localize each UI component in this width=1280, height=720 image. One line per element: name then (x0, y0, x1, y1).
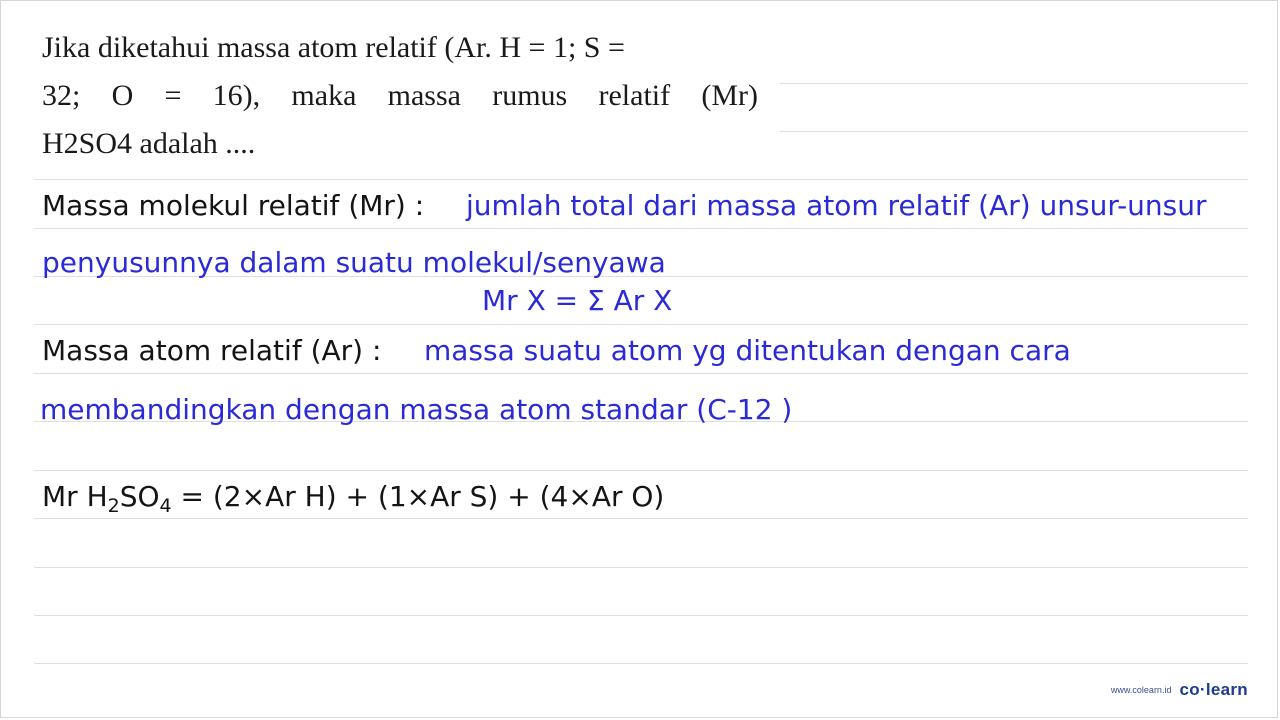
calc-s-part: SO (119, 480, 160, 513)
calc-rhs: = (2×Ar H) + (1×Ar S) + (4×Ar O) (171, 480, 665, 513)
ruled-line (34, 228, 1248, 229)
ruled-line (34, 179, 1248, 180)
question-text (42, 24, 758, 168)
footer-branding (1111, 680, 1248, 700)
ruled-line (34, 470, 1248, 471)
question-line-3: H2SO4 adalah .... (42, 127, 256, 160)
mr-definition-line-1: jumlah total dari massa atom relatif (Ar) unsur-unsur (466, 189, 1207, 222)
calc-subscript-h: 2 (107, 495, 120, 517)
mr-term: Massa molekul relatif (Mr) : (42, 189, 425, 222)
ruled-line (34, 615, 1248, 616)
ar-definition-line-1: massa suatu atom yg ditentukan dengan cara (424, 334, 1071, 367)
mr-formula: Mr X = Σ Ar X (482, 284, 673, 317)
question-line-1: Jika diketahui massa atom relatif (Ar. H = 1; S = (42, 31, 625, 64)
ruled-line (780, 83, 1248, 84)
colearn-logo: co·learn (1179, 680, 1248, 699)
question-line-2: 32; O = 16), maka massa rumus relatif (Mr) (42, 79, 758, 112)
ar-term: Massa atom relatif (Ar) : (42, 334, 382, 367)
footer-url: www.colearn.id (1110, 685, 1172, 695)
ruled-line (780, 131, 1248, 132)
ruled-line (34, 663, 1248, 664)
ruled-line (34, 324, 1248, 325)
calc-prefix: Mr H (42, 480, 108, 513)
mr-calculation (42, 480, 665, 517)
ruled-line (34, 567, 1248, 568)
calc-subscript-o: 4 (159, 495, 172, 517)
ruled-line (34, 373, 1248, 374)
mr-definition-line-2: penyusunnya dalam suatu molekul/senyawa (42, 246, 666, 279)
ruled-line (34, 518, 1248, 519)
ar-definition-line-2: membandingkan dengan massa atom standar (C-12 ) (40, 393, 793, 426)
